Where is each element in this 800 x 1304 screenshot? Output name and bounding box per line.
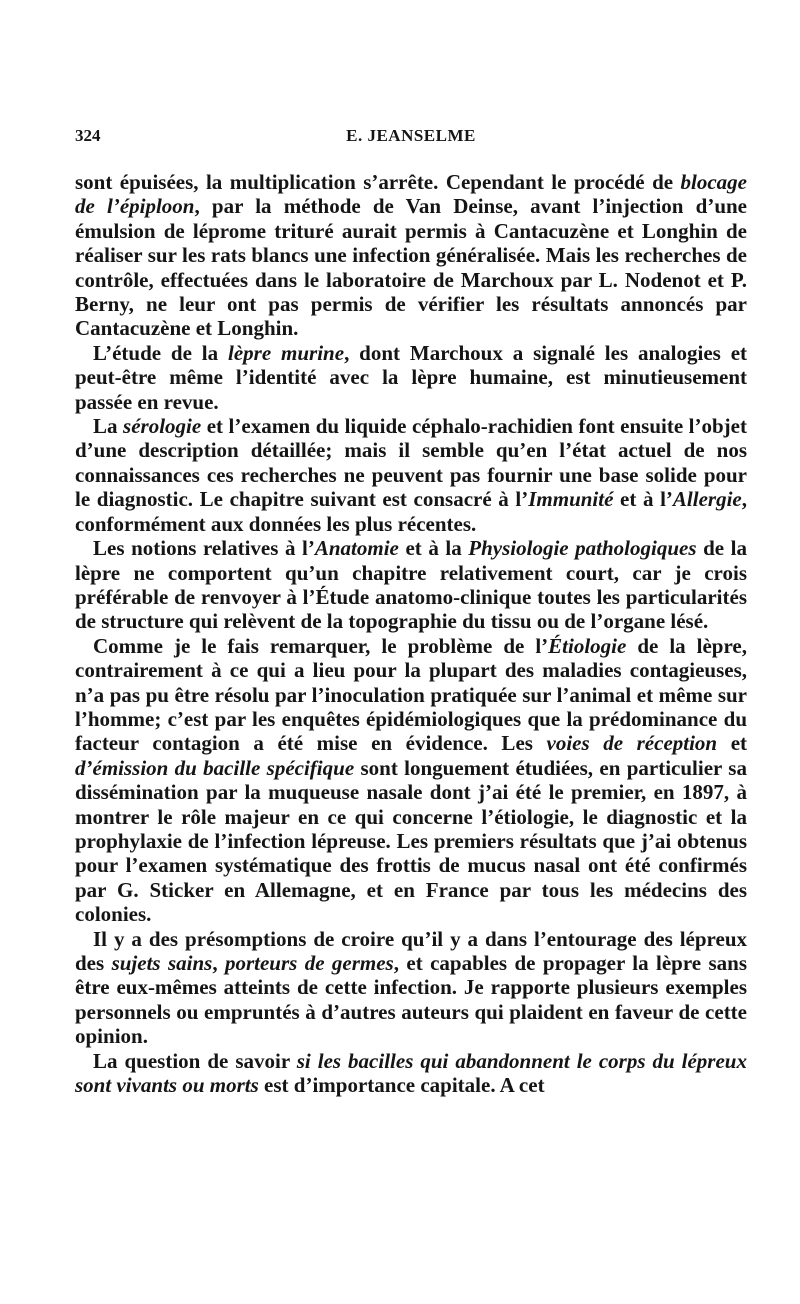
page-header	[75, 126, 747, 150]
paragraph	[75, 341, 747, 414]
text-run: sont longuement étudiées, en particulier sa dissémination par la muqueuse nasale dont j’ai été le premier, en 1897, à montrer le rôle majeur en ce qui concerne l’étiologie, le diagnostic et la prophylaxie de l’infection lépreuse. Les premiers résultats que j’ai obtenus pour l’examen systématique des frottis de mucus nasal ont été confirmés par G. Sticker en Allemagne, et en France par tous les médecins des colonies.	[75, 755, 747, 927]
text-run: Il y a des présomptions de croire qu’il y a dans l’entourage des lépreux des	[75, 926, 747, 975]
text-run: de la lèpre, contrairement à ce qui a lieu pour la plupart des maladies contagieuses, n’a pas pu être résolu par l’inoculation pratiquée sur l’animal et même sur l’homme; c’est par les enquêtes épidémiologiques que la prédominance du facteur contagion a été mise en évidence. Les	[75, 633, 747, 756]
text-run: et à la	[398, 536, 469, 561]
italic-phrase: Physiologie pathologiques	[468, 536, 697, 561]
paragraph	[75, 634, 747, 927]
text-run: , et capables de propager la lèpre sans être eux-mêmes atteints de cette infection. Je rapporte plusieurs exemples personnels ou empruntés à d’autres auteurs qui plaident en faveur de cette opinion.	[75, 951, 748, 1049]
text-run: est d’importance capitale. A cet	[258, 1073, 545, 1098]
paragraph	[75, 1049, 747, 1098]
running-head: E. JEANSELME	[346, 126, 476, 145]
italic-phrase: blocage de l’épiploon	[75, 170, 747, 219]
italic-phrase: Étiologie	[548, 633, 627, 658]
text-run: de la lèpre ne comportent qu’un chapitre relativement court, car je crois préférable de renvoyer à l’Étude anatomo-clinique toutes les particularités de structure qui relèvent de la topographie du tissu ou de l’organe lésé.	[75, 536, 747, 634]
italic-phrase: porteurs de germes	[224, 951, 394, 975]
italic-phrase: sujets sains	[111, 951, 213, 975]
paragraph	[75, 170, 747, 341]
text-run: La question de savoir	[93, 1048, 297, 1073]
page-number: 324	[75, 126, 101, 145]
italic-phrase: si les bacilles qui abandonnent le corps du lépreux sont vivants ou morts	[75, 1048, 747, 1098]
text-run: Les notions relatives à l’	[93, 536, 315, 561]
italic-phrase: sérologie	[123, 414, 202, 439]
text-run: ,	[212, 951, 225, 975]
text-run: et à l’	[613, 487, 673, 512]
text-run: et	[717, 731, 748, 756]
text-run: , par la méthode de Van Deinse, avant l’injection d’une émulsion de léprome trituré aurait permis à Cantacuzène et Longhin de réaliser sur les rats blancs une infection généralisée. Mais les recherches de contrôle, effectuées dans le laboratoire de Marchoux par L. Nodenot et P. Berny, ne leur ont pas permis de vérifier les résultats annoncés par Cantacuzène et Longhin.	[75, 194, 747, 341]
text-run: Comme je le fais remarquer, le problème de l’	[93, 633, 549, 658]
text-run: , conformément aux données les plus récentes.	[75, 487, 747, 536]
paragraph	[75, 927, 747, 1049]
body-text	[75, 170, 747, 1097]
italic-phrase: voies de réception	[546, 731, 718, 756]
text-run: et l’examen du liquide céphalo-rachidien font ensuite l’objet d’une description détaillée; mais il semble qu’en l’état actuel de nos connaissances ces recherches ne peuvent pas fournir une base solide pour le diagnostic. Le chapitre suivant est consacré à l’	[75, 414, 747, 512]
text-run: La	[93, 414, 124, 439]
italic-phrase: Immunité	[528, 487, 614, 512]
italic-phrase: lèpre murine	[228, 340, 345, 365]
italic-phrase: Anatomie	[314, 536, 399, 561]
text-run: , dont Marchoux a signalé les analogies et peut-être même l’identité avec la lèpre humaine, est minutieusement passée en revue.	[75, 340, 748, 414]
italic-phrase: Allergie	[672, 487, 742, 512]
text-run: sont épuisées, la multiplication s’arrête. Cependant le procédé de	[75, 170, 681, 194]
italic-phrase: d’émission du bacille spécifique	[75, 755, 355, 780]
paragraph	[75, 414, 747, 536]
paragraph	[75, 536, 747, 634]
text-run: L’étude de la	[93, 340, 229, 365]
